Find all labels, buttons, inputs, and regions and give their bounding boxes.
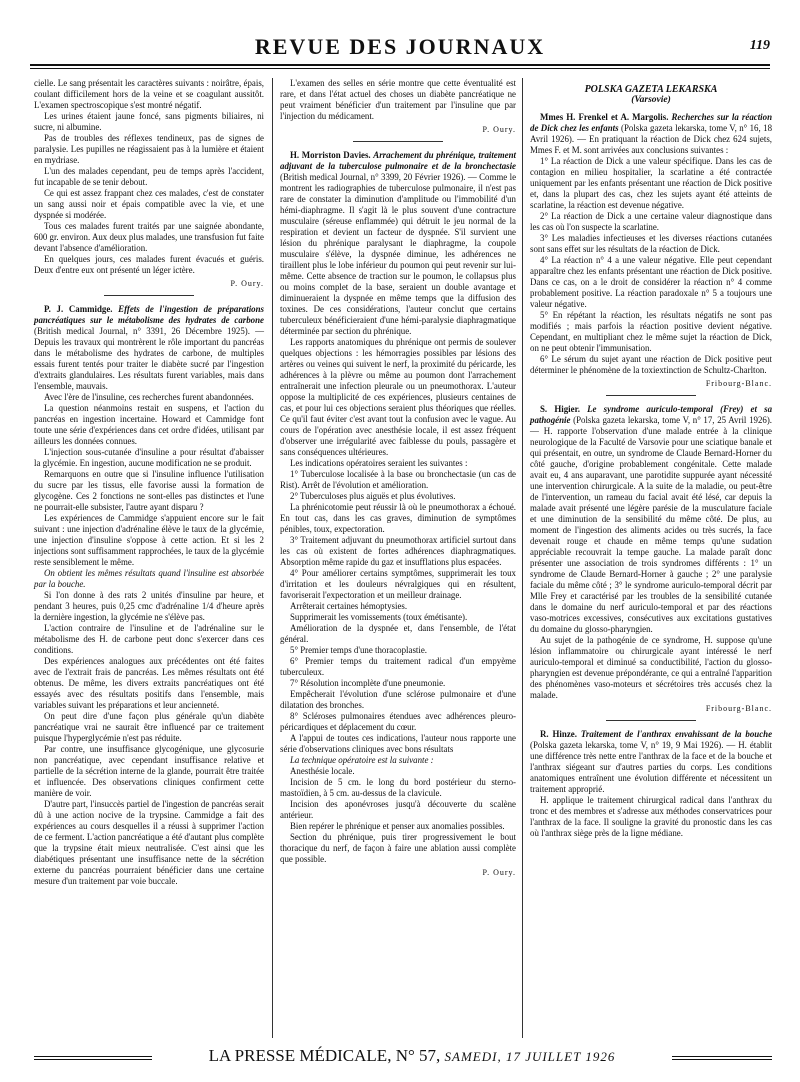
paragraph: On obtient les mêmes résultats quand l'insuline est absorbée par la bouche. [34, 568, 264, 589]
paragraph: Des expériences analogues aux précédentes ont été faites avec de l'extrait frais de pancréas. Les mêmes résultats ont été obtenus. De même, les divers extraits pancréatiques ont été essayés avec des résultats positifs dans l'ensemble, mais variables suivant les préparations et leur ancienneté. [34, 656, 264, 710]
article-title: Effets de l'ingestion de préparations pancréatiques sur le métabolisme des hydrates de carbone [34, 304, 265, 325]
list-item: 3° Les maladies infectieuses et les diverses réactions cutanées sont sans effet sur les résultats de la réaction de Dick. [530, 233, 772, 254]
article-source: (Polska gazeta lekarska, tome V, n° 16, 18 Avril 1926). [530, 123, 773, 144]
paragraph: Les indications opératoires seraient les suivantes : [290, 458, 468, 468]
article-separator [606, 720, 696, 721]
paragraph: Les urines étaient jaune foncé, sans pigments biliaires, ni sucre, ni albumine. [34, 111, 264, 132]
paragraph: Supprimerait les vomissements (toux émétisante). [290, 612, 468, 622]
article-heading [530, 404, 772, 635]
column-right [530, 78, 772, 839]
paragraph: A l'appui de toutes ces indications, l'auteur nous rapporte une série d'observations cliniques avec bons résultats [280, 733, 516, 754]
signature: P. Oury. [482, 868, 516, 877]
article-source: (British medical Journal, n° 3391, 26 Décembre 1925). [34, 326, 250, 336]
article-title: Le syndrome auriculo-temporal (Frey) et sa pathogénie [530, 404, 773, 425]
article-heading [34, 304, 264, 392]
footer-text [158, 1046, 666, 1066]
article-heading [530, 112, 772, 156]
paragraph: Incision de 5 cm. le long du bord postérieur du sterno-mastoïdien, à 5 cm. au-dessus de la clavicule. [280, 777, 516, 798]
article-author: S. Higier. [540, 404, 580, 414]
list-item: 5° En répétant la réaction, les résultats négatifs ne sont pas modifiés ; mais parfois la réaction positive devient négative. Cependant, en multipliant chez le même sujet la réaction de Dick, on ne peut obtenir l'immunisation. [530, 310, 772, 353]
footer-rule [672, 1056, 772, 1060]
paragraph: Empêcherait l'évolution d'une sclérose pulmonaire et d'une dilatation des bronches. [280, 689, 516, 710]
article-separator [104, 295, 194, 296]
paragraph: — H. établit une différence très nette entre l'anthrax de la face et de la bouche et l'anthrax siégeant sur d'autres parties du corps. Les conditions anatomiques entraînent une évolution différente et nécessitent un traitement approprié. [530, 740, 772, 794]
header-rule [30, 64, 770, 69]
paragraph: — En pratiquant la réaction de Dick chez 624 sujets, Mmes F. et M. sont arrivées aux conclusions suivantes : [530, 134, 772, 155]
paragraph: On peut dire d'une façon plus générale qu'un diabète pancréatique vrai ne saurait être influencé par ce traitement puisque l'hyperglycémie n'est pas réduite. [34, 711, 264, 743]
signature: Fribourg-Blanc. [705, 379, 772, 388]
paragraph: Au sujet de la pathogénie de ce syndrome, H. suppose qu'une lésion inflammatoire ou chirurgicale ayant intéressé le nerf auriculo-temporal et diminué sa conductibilité, l'action du glosso-pharyngien est devenue prépondérante, ce qui a entraîné l'apparition des phénomènes vaso-moteurs et sécrétoires très accusés chez la malade. [530, 635, 772, 700]
paragraph: Amélioration de la dyspnée et, dans l'ensemble, de l'état général. [280, 623, 516, 644]
article-source: (Polska gazeta lekarska, tome V, n° 19, 9 Mai 1926). [530, 740, 724, 750]
footer-rule [34, 1056, 152, 1060]
article-source: (Polska gazeta lekarska, tome V, n° 17, 25 Avril 1926). [573, 415, 772, 425]
paragraph: L'un des malades cependant, peu de temps après l'accident, fut incapable de se tenir debout. [34, 166, 264, 187]
paragraph: Pas de troubles des réflexes tendineux, pas de signes de paralysie. Les pupilles ne réagissaient pas à la lumière et étaient en mydriase. [34, 133, 264, 165]
paragraph: Section du phrénique, puis tirer progressivement le bout thoracique du nerf, de façon à faire une ablation aussi complète que possible. [280, 832, 516, 864]
list-item: 6° Le sérum du sujet ayant une réaction de Dick positive peut déterminer le phénomène de la toxiextinction de Schultz-Charlton. [530, 354, 772, 375]
article-heading [530, 729, 772, 795]
article-title: Traitement de l'anthrax envahissant de la bouche [580, 729, 773, 739]
paragraph: — H. rapporte l'observation d'une malade entrée à la clinique neurologique de la Faculté de Varsovie pour une sciatique banale et qui présentait, en outre, un syndrome de Claude Bernard-Horner du côté gauche, d'origine probablement congénitale. Cette malade avait eu, 4 ans auparavant, une parotidite suppurée ayant nécessité une intervention chirurgicale. A la suite de la maladie, ou peut-être de l'intervention, un rameau du facial avait été lésé, car depuis la malade avait présenté une légère parésie de la musculature faciale et une diminution de la sensibilité du même côté. De plus, au moment de l'ingestion des aliments acides ou très sucrés, la face devenait rouge et chaude en même temps qu'une sudation appréciable recouvrait la tempe gauche. La malade paraît donc présenter une association de trois syndromes différents : 1° un syndrome de Claude Bernard-Horner à gauche ; 2° une paralysie faciale du même côté ; 3° le syndrome auriculo-temporal décrit par Mlle Frey et caractérisé par les troubles de la sensibilité cutanée dans le domaine du nerf auriculo-temporal et par des réactions vaso-motrices excessives, consécutives aux excitations gustatives du domaine du glosso-pharyngien. [530, 426, 772, 634]
column-divider [522, 78, 523, 1038]
article-separator [353, 141, 443, 142]
paragraph: Par contre, une insuffisance glycogénique, une glycosurie non pancréatique, avec cependant insuffisance relative et partielle de la sécrétion interne de la glande, pourrait être traitée et influencée. Des observations cliniques confirment cette manière de voir. [34, 744, 264, 798]
paragraph: H. applique le traitement chirurgical radical dans l'anthrax du tronc et des membres et s'adresse aux méthodes conservatrices pour l'anthrax de la face. Il souligne la gravité du pronostic dans les cas où l'anthrax siège près de la ligne médiane. [530, 795, 772, 838]
article-source: (British medical Journal, n° 3399, 20 Février 1926). [280, 172, 466, 182]
signature: P. Oury. [230, 279, 264, 288]
paragraph: L'injection sous-cutanée d'insuline a pour résultat d'abaisser la glycémie. En ingestion, aucune modification ne se produit. [34, 447, 264, 468]
signature: P. Oury. [482, 125, 516, 134]
paragraph: Si l'on donne à des rats 2 unités d'insuline par heure, et pendant 3 heures, puis 0,25 cmc d'adrénaline 1/4 d'heure après la dernière ingestion, la glycémie ne s'élève pas. [34, 590, 264, 622]
list-item: 2° La réaction de Dick a une certaine valeur diagnostique dans les cas où l'on suspecte la scarlatine. [530, 211, 772, 232]
paragraph: Les expériences de Cammidge s'appuient encore sur le fait suivant : une injection d'adrénaline élève le taux de la glycémie, une injection d'insuline s'oppose à cette action. Et si les 2 injections sont suffisamment rapprochées, le taux de la glycémie reste sensiblement le même. [34, 513, 264, 567]
list-item: 1° Tuberculose localisée à la base ou bronchectasie (un cas de Rist). Arrêt de l'évolution et amélioration. [280, 469, 516, 490]
column-left [34, 78, 264, 887]
list-item: 5° Premier temps d'une thoracoplastie. [290, 645, 428, 655]
journal-location: (Varsovie) [631, 95, 671, 105]
article-author: R. Hinze. [540, 729, 577, 739]
paragraph: Tous ces malades furent traités par une saignée abondante, 600 gr. environ. Aux deux plus malades, une transfusion fut faite devant l'absence d'amélioration. [34, 221, 264, 253]
journal-heading: POLSKA GAZETA LEKARSKA [584, 84, 718, 95]
footer-date: SAMEDI, 17 JUILLET 1926 [444, 1049, 616, 1064]
paragraph: L'examen des selles en série montre que cette éventualité est rare, et dans l'état actuel des choses un diabète pancréatique ne peut vraiment bénéficier d'un traitement par l'insuline que par l'injection du médicament. [280, 78, 516, 121]
paragraph: Incision des aponévroses jusqu'à découverte du scalène antérieur. [280, 799, 516, 820]
running-title: REVUE DES JOURNAUX [254, 34, 546, 59]
list-item: 7° Résolution incomplète d'une pneumonie. [290, 678, 446, 688]
paragraph: D'autre part, l'insuccès partiel de l'ingestion de pancréas serait dû à une action nocive de la trypsine. Cammidge a fait des expériences au cours desquelles il a réussi à supprimer l'action de ce ferment. L'action pancréatique a été d'autant plus complète que la trypsine était mieux neutralisée. C'est ainsi que les diabétiques présentant une insuffisance nette de la sécrétion externe du pancréas pourraient bénéficier dans une certaine mesure d'un traitement par voie buccale. [34, 799, 264, 886]
column-divider [272, 78, 273, 1038]
paragraph: — Comme le montrent les radiographies de tuberculose pulmonaire, il n'est pas rare de constater la diminution d'amplitude ou l'immobilité d'un hémi-diaphragme. Il s'agit là le plus souvent d'une contracture musculaire (séreuse enflammée) qui détruit le jeu normal de la respiration et devient un facteur de dyspnée. S'il survient une lésion du phrénique paralysant le diaphragme, la coupole musculaire s'élève, la dyspnée diminue, les adhérences ne tiraillent plus le lobe inférieur du poumon qui peut revenir sur lui-même. Cette absence de traction sur le poumon, le collapsus plus ou moins complet de la base, seraient un double avantage et diminueraient la dyspnée en même temps que la diffusion des toxines. De ces considérations, l'auteur conclut que certains tuberculeux bénéficieraient d'une hémi-paralysie diaphragmatique déterminée par section du phrénique. [280, 172, 517, 336]
list-item: 3° Traitement adjuvant du pneumothorax artificiel surtout dans les cas où existent de fortes adhérences diaphragmatiques. Absorption même rapide du gaz et insufflations plus espacées. [280, 535, 516, 567]
list-item: 6° Premier temps du traitement radical d'un empyème tuberculeux. [280, 656, 516, 677]
paragraph: cielle. Le sang présentait les caractères suivants : noirâtre, épais, coulant difficilement hors de la veine et se coagulant aussitôt. L'examen spectroscopique s'est montré négatif. [34, 78, 264, 110]
paragraph: Anesthésie locale. [290, 766, 355, 776]
paragraph: La question néanmoins restait en suspens, et l'action du pancréas en ingestion incertaine. Howard et Cammidge font toute une série d'expériences dans cet ordre d'idées, utilisant par ailleurs les données connues. [34, 403, 264, 446]
paragraph: — Depuis les travaux qui montrèrent le rôle important du pancréas dans le métabolisme des hydrates de carbone, de multiples essais furent tentés pour traiter le diabète sucré par l'ingestion d'extraits glandulaires. Les résultats furent variables, mais dans l'ensemble, mauvais. [34, 326, 264, 391]
list-item: 4° La réaction n° 4 a une valeur négative. Elle peut cependant apparaître chez les enfants présentant une réaction de Dick positive. Dans ce cas, on a le droit de considérer la réaction n° 4 comme probablement positive. La réaction paradoxale n° 5 a toujours une valeur négative. [530, 255, 772, 309]
paragraph: Bien repérer le phrénique et penser aux anomalies possibles. [290, 821, 505, 831]
list-item: 8° Scléroses pulmonaires étendues avec adhérences pleuro-péricardiques et déplacement du cœur. [280, 711, 516, 732]
article-author: H. Morriston Davies. [290, 150, 371, 160]
footer-journal: LA PRESSE MÉDICALE, N° 57, [208, 1046, 441, 1065]
list-item: 4° Pour améliorer certains symptômes, supprimerait les toux d'irritation et les douleurs névralgiques qui en résultent, favoriserait l'expectoration et un meilleur drainage. [280, 568, 516, 600]
paragraph: Ce qui est assez frappant chez ces malades, c'est de constater un sang aussi noir et épais compatible avec la vie, et une dyspnée si modérée. [34, 188, 264, 220]
list-item: 1° La réaction de Dick a une valeur spécifique. Dans les cas de contagion en milieu hospitalier, la scarlatine a été contractée uniquement par les enfants présentant une réaction de Dick positive et, dans la plupart des cas, chez les sujets ayant été atteints de scarlatine, la réaction est devenue négative. [530, 156, 772, 210]
paragraph: L'action contraire de l'insuline et de l'adrénaline sur le métabolisme des H. de carbone peut donc s'exercer dans ces conditions. [34, 623, 264, 655]
column-middle [280, 78, 516, 884]
paragraph: Remarquons en outre que si l'insuline influence l'utilisation du sucre par les tissus, elle favorise aussi la formation de glycogène. Ces 2 fonctions ne sont-elles pas distinctes et l'une ne pourrait-elle subsister, l'autre ayant disparu ? [34, 469, 264, 512]
page-number: 119 [749, 38, 770, 53]
article-author: Mmes H. Frenkel et A. Margolis. [540, 112, 669, 122]
page-footer [34, 1046, 772, 1068]
article-title: Arrachement du phrénique, traitement adjuvant de la tuberculose pulmonaire et de la bronchectasie [280, 150, 516, 171]
paragraph: En quelques jours, ces malades furent évacués et guéris. Deux d'entre eux ont présenté un léger ictère. [34, 254, 264, 275]
paragraph: La phrénicotomie peut réussir là où le pneumothorax a échoué. En tout cas, dans les cas graves, diminution de symptômes pénibles, toux, expectoration. [280, 502, 516, 534]
paragraph: Avec l'ère de l'insuline, ces recherches furent abandonnées. [44, 392, 254, 402]
article-separator [606, 395, 696, 396]
article-title: Recherches sur la réaction de Dick chez les enfants [530, 112, 773, 133]
article-author: P. J. Cammidge. [44, 304, 113, 314]
signature: Fribourg-Blanc. [705, 704, 772, 713]
article-heading [280, 150, 516, 337]
list-item: 2° Tuberculoses plus aiguës et plus évolutives. [290, 491, 456, 501]
paragraph: La technique opératoire est la suivante : [290, 755, 434, 765]
paragraph: Les rapports anatomiques du phrénique ont permis de soulever quelques objections : les hémorragies possibles par lésions des artères ou veines qui suivent le nerf, la proximité du péricarde, les adhérences à la plèvre ou même au poumon dont l'arrachement entraînerait une infection pleurale ou un pneumothorax. L'auteur oppose la multiplicité de ces expériences, plusieurs centaines de cas, et pour lui ces objections seraient plus théoriques que réelles. Ce qu'il faut éviter c'est avant tout la confusion avec le vague. Au cours de l'opération avec anesthésie locale, il est assez fréquent d'observer une irrégularité avec faiblesse du pouls, passagère et sans conséquences ultérieures. [280, 337, 516, 457]
page-header [30, 30, 770, 64]
paragraph: Arrêterait certaines hémoptysies. [290, 601, 408, 611]
